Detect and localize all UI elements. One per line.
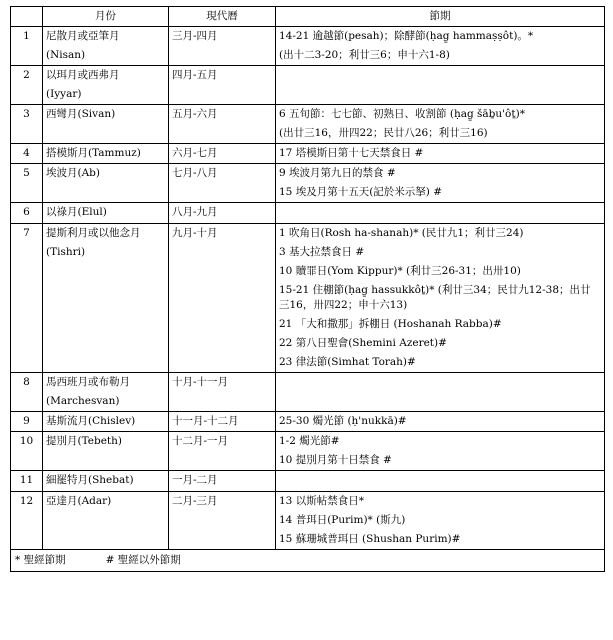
header-festival: 節期 <box>276 7 605 27</box>
month-name-line: (Nisan) <box>46 49 86 61</box>
row-number: 10 <box>11 432 43 471</box>
header-modern-calendar: 現代曆 <box>169 7 276 27</box>
row-number: 1 <box>11 27 43 66</box>
modern-calendar-cell: 十一月-十二月 <box>169 412 276 432</box>
festival-entry: 15-21 住棚節(ḥag̱ hassukkôṯ)* (利廿三34；民廿九12-38；出廿三16，卅四22；申十六13) <box>279 284 591 311</box>
table-row <box>11 203 605 224</box>
festival-entry: 1-2 燭光節# <box>279 435 340 447</box>
table-row <box>11 492 605 550</box>
month-name-line: (Marchesvan) <box>46 395 120 407</box>
table-row <box>11 412 605 432</box>
calendar-table-wrapper <box>10 6 604 572</box>
month-name-line: 提別月(Tebeth) <box>46 435 123 447</box>
festival-cell <box>276 164 605 203</box>
festival-entry: (出十二3-20；利廿三6；申十六1-8) <box>279 49 450 61</box>
table-row <box>11 66 605 105</box>
row-number: 6 <box>11 203 43 224</box>
festival-entry: 14-21 逾越節(pesah)；除酵節(ḥag̱ hammaṣṣôt)。* <box>279 30 534 42</box>
footer-row <box>11 550 605 572</box>
month-name-line: 以祿月(Elul) <box>46 206 107 218</box>
festival-entry: 6 五旬節：七七節、初熟日、收割節 (ḥag̱ šāḇu'ôṯ)* <box>279 108 525 120</box>
festival-cell <box>276 373 605 412</box>
modern-calendar-cell: 四月-五月 <box>169 66 276 105</box>
festival-cell <box>276 471 605 492</box>
header-index <box>11 7 43 27</box>
table-row <box>11 27 605 66</box>
festival-cell <box>276 105 605 144</box>
modern-calendar-cell: 一月-二月 <box>169 471 276 492</box>
festival-cell <box>276 144 605 164</box>
table-row <box>11 432 605 471</box>
festival-entry: 14 普珥日(Purim)* (斯九) <box>279 514 406 526</box>
month-cell <box>43 27 169 66</box>
month-cell <box>43 66 169 105</box>
month-name-line: (Tishri) <box>46 246 86 258</box>
festival-cell <box>276 203 605 224</box>
month-name-line: 基斯流月(Chislev) <box>46 415 136 427</box>
table-body <box>11 27 605 550</box>
festival-entry: 23 律法節(Simhat Torah)# <box>279 356 416 368</box>
festival-entry: 15 埃及月第十五天(記於米示拏) # <box>279 186 443 198</box>
festival-cell <box>276 432 605 471</box>
festival-entry: 10 提別月第十日禁食 # <box>279 454 392 466</box>
month-name-line: 搭模斯月(Tammuz) <box>46 147 141 159</box>
festival-cell <box>276 224 605 373</box>
month-cell <box>43 224 169 373</box>
festival-entry: 15 蘇珊城普珥日 (Shushan Purim)# <box>279 533 461 545</box>
row-number: 12 <box>11 492 43 550</box>
hebrew-calendar-table <box>10 6 605 572</box>
festival-entry: 1 吹角日(Rosh ha-shanah)* (民廿九1；利廿三24) <box>279 227 524 239</box>
festival-entry: 21 「大和撒那」拆棚日 (Hoshanah Rabba)# <box>279 318 502 330</box>
modern-calendar-cell: 五月-六月 <box>169 105 276 144</box>
table-row <box>11 373 605 412</box>
festival-entry: 17 塔模斯日第十七天禁食日 # <box>279 147 424 159</box>
modern-calendar-cell: 二月-三月 <box>169 492 276 550</box>
legend-biblical: * 聖經節期 <box>15 554 66 566</box>
month-name-line: 提斯利月或以他念月 <box>46 227 141 239</box>
modern-calendar-cell: 九月-十月 <box>169 224 276 373</box>
modern-calendar-cell: 八月-九月 <box>169 203 276 224</box>
festival-cell <box>276 27 605 66</box>
modern-calendar-cell: 六月-七月 <box>169 144 276 164</box>
row-number: 5 <box>11 164 43 203</box>
table-row <box>11 105 605 144</box>
month-name-line: 尼散月或亞筆月 <box>46 30 120 42</box>
row-number: 4 <box>11 144 43 164</box>
festival-entry: 10 贖罪日(Yom Kippur)* (利廿三26-31；出卅10) <box>279 265 521 277</box>
month-name-line: 以珥月或西弗月 <box>46 69 120 81</box>
table-row <box>11 471 605 492</box>
month-cell <box>43 203 169 224</box>
modern-calendar-cell: 十二月-一月 <box>169 432 276 471</box>
modern-calendar-cell: 七月-八月 <box>169 164 276 203</box>
header-row <box>11 7 605 27</box>
festival-entry: 9 埃波月第九日的禁食 # <box>279 167 396 179</box>
month-name-line: 細罷特月(Shebat) <box>46 474 134 486</box>
month-cell <box>43 373 169 412</box>
month-name-line: (Iyyar) <box>46 88 82 100</box>
month-cell <box>43 432 169 471</box>
month-cell <box>43 105 169 144</box>
row-number: 11 <box>11 471 43 492</box>
festival-entry: 3 基大拉禁食日 # <box>279 246 365 258</box>
festival-entry: (出廿三16，卅四22；民廿八26；利廿三16) <box>279 127 488 139</box>
month-cell <box>43 144 169 164</box>
month-cell <box>43 412 169 432</box>
row-number: 7 <box>11 224 43 373</box>
legend-cell <box>11 550 605 572</box>
month-cell <box>43 492 169 550</box>
month-cell <box>43 471 169 492</box>
table-row <box>11 144 605 164</box>
festival-entry: 22 第八日聖會(Shemini Azeret)# <box>279 337 447 349</box>
festival-entry: 25-30 燭光節 (ḥ'nukkā)# <box>279 415 407 427</box>
month-name-line: 西彎月(Sivan) <box>46 108 116 120</box>
month-name-line: 埃波月(Ab) <box>46 167 100 179</box>
row-number: 8 <box>11 373 43 412</box>
header-month: 月份 <box>43 7 169 27</box>
table-row <box>11 164 605 203</box>
row-number: 3 <box>11 105 43 144</box>
modern-calendar-cell: 十月-十一月 <box>169 373 276 412</box>
month-name-line: 馬西班月或布勒月 <box>46 376 130 388</box>
row-number: 9 <box>11 412 43 432</box>
festival-cell <box>276 492 605 550</box>
table-row <box>11 224 605 373</box>
row-number: 2 <box>11 66 43 105</box>
festival-cell <box>276 412 605 432</box>
festival-cell <box>276 66 605 105</box>
modern-calendar-cell: 三月-四月 <box>169 27 276 66</box>
month-name-line: 亞達月(Adar) <box>46 495 112 507</box>
month-cell <box>43 164 169 203</box>
festival-entry: 13 以斯帖禁食日* <box>279 495 364 507</box>
legend-nonbiblical: # 聖經以外節期 <box>105 554 181 566</box>
